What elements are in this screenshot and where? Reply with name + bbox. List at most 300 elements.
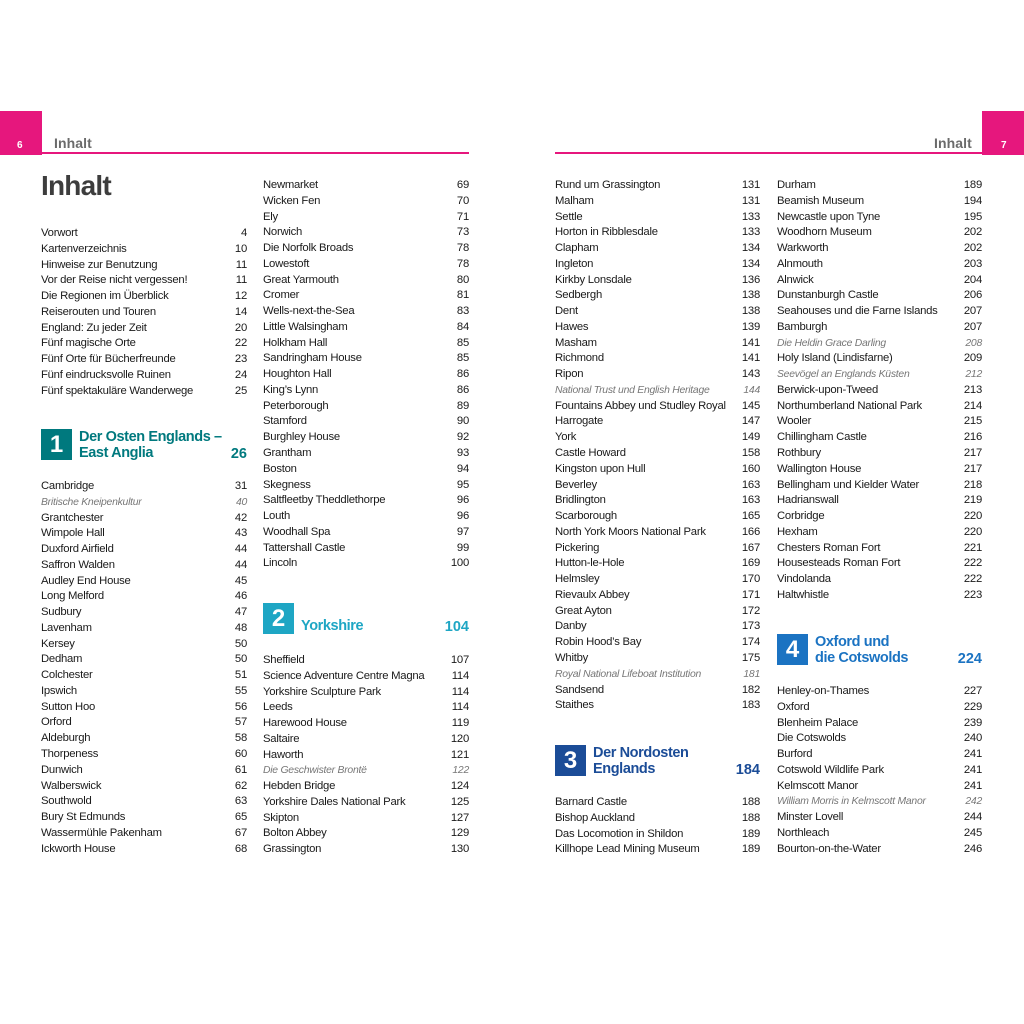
toc-entry-page: 216 xyxy=(963,431,982,444)
toc-entry[interactable] xyxy=(555,320,760,336)
toc-entry[interactable] xyxy=(555,257,760,273)
toc-entry-label: Barnard Castle xyxy=(555,796,627,808)
toc-entry-label: Fünf spektakuläre Wanderwege xyxy=(41,384,194,397)
toc-entry[interactable] xyxy=(777,716,982,732)
toc-entry-label: Fünf eindrucksvolle Ruinen xyxy=(41,368,171,381)
toc-entry-page: 78 xyxy=(456,257,469,270)
toc-entry[interactable] xyxy=(263,509,469,525)
toc-entry[interactable] xyxy=(263,541,469,557)
toc-entry[interactable] xyxy=(555,556,760,572)
toc-entry[interactable] xyxy=(555,698,760,714)
toc-entry[interactable] xyxy=(41,794,247,810)
toc-entry[interactable] xyxy=(41,321,247,337)
toc-entry[interactable] xyxy=(41,242,247,258)
toc-entry-label: Wassermühle Pakenham xyxy=(41,826,162,839)
toc-entry[interactable] xyxy=(263,446,469,462)
toc-entry-label: Newcastle upon Tyne xyxy=(777,210,881,223)
toc-entry[interactable] xyxy=(777,556,982,572)
toc-entry[interactable] xyxy=(555,241,760,257)
chapter-2-heading[interactable] xyxy=(263,603,469,634)
toc-entry[interactable] xyxy=(263,194,469,210)
toc-entry[interactable] xyxy=(263,795,469,811)
toc-entry-label: Minster Lovell xyxy=(777,811,844,824)
toc-entry-page: 96 xyxy=(456,494,469,507)
toc-entry-page: 133 xyxy=(741,210,760,223)
toc-entry-label: Wooler xyxy=(777,415,812,428)
toc-entry-label: Horton in Ribblesdale xyxy=(555,226,658,239)
toc-entry[interactable] xyxy=(263,732,469,748)
toc-entry[interactable] xyxy=(777,794,982,810)
toc-entry[interactable] xyxy=(263,367,469,383)
toc-entry[interactable] xyxy=(555,827,760,843)
chapter-2-title-line1: Yorkshire xyxy=(301,618,364,634)
toc-entry[interactable] xyxy=(555,795,760,811)
toc-entry[interactable] xyxy=(41,495,247,511)
toc-entry-page: 163 xyxy=(741,494,760,507)
toc-entry-label: Bolton Abbey xyxy=(263,827,327,840)
toc-entry[interactable] xyxy=(555,683,760,699)
toc-entry-page: 241 xyxy=(963,748,982,761)
toc-entry-label: Wicken Fen xyxy=(263,194,321,207)
toc-entry[interactable] xyxy=(263,462,469,478)
toc-entry[interactable] xyxy=(777,336,982,352)
toc-chapter-2-list-a xyxy=(263,653,469,858)
toc-entry-page: 209 xyxy=(963,352,982,365)
toc-entry-page: 47 xyxy=(234,606,247,619)
toc-entry[interactable] xyxy=(263,842,469,858)
toc-entry-label: Grassington xyxy=(263,843,322,856)
toc-entry-label: Durham xyxy=(777,179,816,191)
toc-entry-page: 56 xyxy=(234,700,247,713)
toc-entry-page: 125 xyxy=(450,795,469,808)
toc-entry-page: 78 xyxy=(456,242,469,255)
toc-entry-page: 23 xyxy=(234,353,247,366)
toc-entry[interactable] xyxy=(777,842,982,858)
page-title: Inhalt xyxy=(41,170,111,201)
toc-entry-label: Vindolanda xyxy=(777,573,831,586)
toc-entry-label: Saltaire xyxy=(263,732,300,745)
toc-entry-page: 239 xyxy=(963,716,982,729)
toc-entry-label: Bourton-on-the-Water xyxy=(777,842,881,855)
toc-entry[interactable] xyxy=(555,414,760,430)
toc-entry[interactable] xyxy=(41,574,247,590)
toc-entry-page: 93 xyxy=(456,447,469,460)
toc-entry-label: Lowestoft xyxy=(263,257,310,270)
toc-entry[interactable] xyxy=(777,288,982,304)
toc-entry[interactable] xyxy=(777,747,982,763)
chapter-3-title-line1: Der Nordosten xyxy=(593,745,689,761)
toc-entry[interactable] xyxy=(777,304,982,320)
toc-entry-label: Die Geschwister Brontë xyxy=(263,765,367,777)
chapter-1-page: 26 xyxy=(230,446,247,462)
toc-entry[interactable] xyxy=(777,241,982,257)
toc-entry-label: Helmsley xyxy=(555,573,600,586)
toc-entry-page: 171 xyxy=(741,588,760,601)
toc-entry[interactable] xyxy=(777,731,982,747)
toc-entry[interactable] xyxy=(555,178,760,194)
toc-entry[interactable] xyxy=(555,273,760,289)
chapter-4-page: 224 xyxy=(957,651,982,667)
chapter-3-page: 184 xyxy=(735,762,760,778)
toc-entry[interactable] xyxy=(777,383,982,399)
toc-entry-page: 174 xyxy=(741,636,760,649)
toc-entry-label: Das Locomotion in Shildon xyxy=(555,827,684,840)
toc-entry[interactable] xyxy=(41,273,247,289)
toc-entry-page: 48 xyxy=(234,621,247,634)
toc-entry-page: 182 xyxy=(741,683,760,696)
toc-entry[interactable] xyxy=(263,320,469,336)
toc-entry-label: Sandsend xyxy=(555,683,604,696)
toc-entry[interactable] xyxy=(777,273,982,289)
toc-entry-page: 119 xyxy=(451,717,469,730)
toc-entry[interactable] xyxy=(263,763,469,779)
toc-entry-label: Burghley House xyxy=(263,431,340,444)
toc-entry-page: 219 xyxy=(963,494,982,507)
toc-entry-page: 99 xyxy=(456,541,469,554)
toc-entry[interactable] xyxy=(777,414,982,430)
toc-entry[interactable] xyxy=(555,304,760,320)
toc-entry[interactable] xyxy=(555,509,760,525)
toc-entry-label: Orford xyxy=(41,716,72,729)
toc-entry-page: 188 xyxy=(741,811,760,824)
toc-entry-page: 241 xyxy=(963,779,982,792)
toc-entry[interactable] xyxy=(41,668,247,684)
toc-entry[interactable] xyxy=(41,763,247,779)
toc-entry-page: 86 xyxy=(456,383,469,396)
toc-entry[interactable] xyxy=(41,542,247,558)
toc-entry[interactable] xyxy=(555,210,760,226)
toc-entry[interactable] xyxy=(41,305,247,321)
toc-entry-label: Grantchester xyxy=(41,511,104,524)
toc-entry[interactable] xyxy=(555,604,760,620)
toc-entry-page: 143 xyxy=(741,368,760,381)
toc-entry[interactable] xyxy=(41,747,247,763)
toc-entry-page: 42 xyxy=(234,511,247,524)
toc-entry[interactable] xyxy=(263,493,469,509)
toc-entry[interactable] xyxy=(777,509,982,525)
toc-entry-label: Yorkshire Dales National Park xyxy=(263,795,406,808)
toc-entry[interactable] xyxy=(263,336,469,352)
toc-entry[interactable] xyxy=(777,367,982,383)
toc-entry[interactable] xyxy=(777,493,982,509)
toc-entry[interactable] xyxy=(777,320,982,336)
toc-entry[interactable] xyxy=(555,635,760,651)
toc-entry[interactable] xyxy=(263,556,469,572)
running-head-left: Inhalt xyxy=(54,135,92,151)
chapter-4-heading[interactable] xyxy=(777,634,982,666)
toc-entry[interactable] xyxy=(41,779,247,795)
toc-entry[interactable] xyxy=(555,811,760,827)
toc-entry[interactable] xyxy=(777,779,982,795)
toc-entry[interactable] xyxy=(263,178,469,194)
toc-entry-label: Audley End House xyxy=(41,574,131,587)
toc-entry[interactable] xyxy=(555,351,760,367)
page-number-tab-left xyxy=(0,111,42,155)
chapter-4-title-line2: die Cotswolds xyxy=(815,650,909,666)
toc-chapter-2-list-b xyxy=(555,178,760,714)
toc-entry-page: 144 xyxy=(743,384,760,396)
toc-entry-page: 67 xyxy=(234,826,247,839)
toc-entry[interactable] xyxy=(41,589,247,605)
toc-entry[interactable] xyxy=(263,779,469,795)
toc-entry[interactable] xyxy=(555,588,760,604)
toc-entry[interactable] xyxy=(777,399,982,415)
toc-entry[interactable] xyxy=(263,525,469,541)
toc-entry-label: King’s Lynn xyxy=(263,383,319,396)
toc-entry-page: 169 xyxy=(741,557,760,570)
toc-entry-label: Hinweise zur Benutzung xyxy=(41,258,158,271)
toc-entry[interactable] xyxy=(41,368,247,384)
toc-entry-page: 94 xyxy=(456,462,469,475)
toc-entry[interactable] xyxy=(263,399,469,415)
toc-entry[interactable] xyxy=(777,351,982,367)
toc-entry[interactable] xyxy=(41,336,247,352)
toc-entry[interactable] xyxy=(41,226,247,242)
toc-entry[interactable] xyxy=(555,383,760,399)
toc-entry-label: Housesteads Roman Fort xyxy=(777,557,901,570)
chapter-3-title-line2: Englands xyxy=(593,761,656,777)
toc-entry[interactable] xyxy=(555,525,760,541)
toc-entry[interactable] xyxy=(263,241,469,257)
toc-entry-page: 183 xyxy=(741,699,760,712)
toc-entry[interactable] xyxy=(555,493,760,509)
toc-entry-label: Chillingham Castle xyxy=(777,431,867,444)
toc-entry-page: 69 xyxy=(456,179,469,191)
toc-entry-page: 245 xyxy=(963,826,982,839)
toc-entry[interactable] xyxy=(555,336,760,352)
toc-entry[interactable] xyxy=(41,384,247,400)
toc-entry-page: 50 xyxy=(234,653,247,666)
toc-entry-label: Holy Island (Lindisfarne) xyxy=(777,352,893,365)
toc-entry-label: Malham xyxy=(555,194,594,207)
toc-chapter-1-list-a xyxy=(41,479,247,857)
toc-entry-label: Kingston upon Hull xyxy=(555,462,646,475)
toc-entry[interactable] xyxy=(777,763,982,779)
toc-entry-label: Vorwort xyxy=(41,227,78,239)
toc-entry-page: 58 xyxy=(234,732,247,745)
toc-entry-page: 71 xyxy=(456,210,469,223)
toc-entry-page: 92 xyxy=(456,431,469,444)
toc-entry[interactable] xyxy=(777,572,982,588)
toc-entry-page: 73 xyxy=(456,226,469,239)
chapter-4-title-line1: Oxford und xyxy=(815,634,890,650)
toc-entry[interactable] xyxy=(41,558,247,574)
toc-entry-page: 173 xyxy=(741,620,760,633)
toc-entry[interactable] xyxy=(263,716,469,732)
toc-entry[interactable] xyxy=(41,526,247,542)
toc-entry-label: Kelmscott Manor xyxy=(777,779,859,792)
toc-entry-page: 188 xyxy=(741,796,760,808)
toc-entry[interactable] xyxy=(555,842,760,858)
toc-entry[interactable] xyxy=(555,572,760,588)
toc-entry-label: Sutton Hoo xyxy=(41,700,96,713)
toc-entry-page: 163 xyxy=(741,478,760,491)
toc-entry-label: Chesters Roman Fort xyxy=(777,541,881,554)
toc-entry[interactable] xyxy=(41,258,247,274)
toc-entry-label: Ickworth House xyxy=(41,842,116,855)
toc-entry-label: Seevögel an Englands Küsten xyxy=(777,369,910,381)
toc-entry[interactable] xyxy=(263,257,469,273)
toc-entry-label: Rund um Grassington xyxy=(555,179,661,191)
toc-entry[interactable] xyxy=(263,430,469,446)
toc-entry[interactable] xyxy=(777,700,982,716)
toc-entry-page: 246 xyxy=(963,842,982,855)
toc-entry[interactable] xyxy=(41,605,247,621)
toc-entry[interactable] xyxy=(263,351,469,367)
toc-entry[interactable] xyxy=(777,210,982,226)
toc-entry[interactable] xyxy=(263,414,469,430)
toc-entry[interactable] xyxy=(263,273,469,289)
toc-entry[interactable] xyxy=(263,288,469,304)
toc-entry[interactable] xyxy=(777,257,982,273)
toc-entry-page: 131 xyxy=(741,194,760,207)
toc-entry-page: 134 xyxy=(741,242,760,255)
toc-entry[interactable] xyxy=(555,194,760,210)
toc-entry-page: 114 xyxy=(451,685,469,698)
toc-entry-page: 222 xyxy=(963,557,982,570)
toc-entry-page: 44 xyxy=(234,558,247,571)
toc-entry[interactable] xyxy=(777,225,982,241)
toc-entry[interactable] xyxy=(777,462,982,478)
toc-chapter-3-list-a xyxy=(555,795,760,858)
toc-entry[interactable] xyxy=(777,194,982,210)
toc-entry[interactable] xyxy=(777,178,982,194)
toc-entry[interactable] xyxy=(777,446,982,462)
toc-entry-page: 50 xyxy=(234,637,247,650)
toc-entry[interactable] xyxy=(263,669,469,685)
toc-entry[interactable] xyxy=(555,667,760,683)
toc-entry-page: 202 xyxy=(963,242,982,255)
toc-entry[interactable] xyxy=(777,525,982,541)
toc-entry-label: Hadrianswall xyxy=(777,494,839,507)
toc-entry-label: Henley-on-Thames xyxy=(777,685,870,697)
toc-entry[interactable] xyxy=(263,748,469,764)
toc-entry[interactable] xyxy=(41,715,247,731)
chapter-3-heading[interactable] xyxy=(555,745,760,777)
toc-entry[interactable] xyxy=(41,842,247,858)
toc-entry[interactable] xyxy=(41,810,247,826)
toc-entry[interactable] xyxy=(41,731,247,747)
toc-entry[interactable] xyxy=(263,811,469,827)
toc-entry-page: 51 xyxy=(234,669,247,682)
toc-entry[interactable] xyxy=(263,685,469,701)
toc-entry[interactable] xyxy=(555,367,760,383)
toc-entry-page: 165 xyxy=(741,510,760,523)
toc-entry[interactable] xyxy=(777,478,982,494)
toc-entry[interactable] xyxy=(777,430,982,446)
toc-entry[interactable] xyxy=(555,288,760,304)
toc-entry-label: Woodhorn Museum xyxy=(777,226,872,239)
toc-entry-label: Castle Howard xyxy=(555,447,626,460)
toc-entry[interactable] xyxy=(555,430,760,446)
toc-entry[interactable] xyxy=(555,619,760,635)
toc-entry-page: 129 xyxy=(450,827,469,840)
toc-entry[interactable] xyxy=(777,541,982,557)
toc-entry-page: 61 xyxy=(234,763,247,776)
toc-entry-label: Fünf magische Orte xyxy=(41,337,136,350)
chapter-1-heading[interactable] xyxy=(41,429,247,461)
toc-entry[interactable] xyxy=(41,652,247,668)
toc-entry-page: 131 xyxy=(741,179,760,191)
toc-entry[interactable] xyxy=(555,446,760,462)
toc-entry-page: 208 xyxy=(965,337,982,349)
toc-entry[interactable] xyxy=(777,826,982,842)
toc-entry[interactable] xyxy=(777,810,982,826)
header-rule-right xyxy=(555,152,1024,154)
toc-entry-page: 121 xyxy=(450,748,469,761)
toc-entry-label: Yorkshire Sculpture Park xyxy=(263,685,381,698)
toc-entry-page: 122 xyxy=(452,765,469,777)
toc-entry-label: Skipton xyxy=(263,811,299,824)
running-head-right: Inhalt xyxy=(934,135,972,151)
toc-entry-label: Bury St Edmunds xyxy=(41,811,126,824)
toc-entry[interactable] xyxy=(555,541,760,557)
toc-entry[interactable] xyxy=(41,637,247,653)
toc-entry[interactable] xyxy=(41,700,247,716)
toc-entry-label: Alnwick xyxy=(777,273,814,286)
toc-entry[interactable] xyxy=(555,462,760,478)
toc-entry-label: Duxford Airfield xyxy=(41,543,114,556)
toc-entry-page: 213 xyxy=(963,383,982,396)
toc-entry-page: 240 xyxy=(963,732,982,745)
toc-entry[interactable] xyxy=(555,399,760,415)
toc-entry[interactable] xyxy=(263,478,469,494)
toc-entry[interactable] xyxy=(555,225,760,241)
toc-entry[interactable] xyxy=(41,621,247,637)
toc-entry[interactable] xyxy=(263,304,469,320)
toc-entry-label: Scarborough xyxy=(555,510,617,523)
toc-entry[interactable] xyxy=(41,479,247,495)
toc-entry-label: Aldeburgh xyxy=(41,732,91,745)
toc-entry[interactable] xyxy=(555,651,760,667)
toc-entry-label: Long Melford xyxy=(41,590,104,603)
toc-entry[interactable] xyxy=(555,478,760,494)
toc-entry-page: 96 xyxy=(456,510,469,523)
toc-entry-page: 215 xyxy=(963,415,982,428)
toc-entry-page: 141 xyxy=(741,336,760,349)
toc-entry-page: 138 xyxy=(741,305,760,318)
toc-entry-label: Peterborough xyxy=(263,399,329,412)
toc-entry-page: 68 xyxy=(234,842,247,855)
toc-entry[interactable] xyxy=(41,684,247,700)
toc-entry[interactable] xyxy=(263,225,469,241)
toc-entry[interactable] xyxy=(41,826,247,842)
toc-entry-label: Louth xyxy=(263,510,291,523)
toc-entry[interactable] xyxy=(263,700,469,716)
toc-entry[interactable] xyxy=(41,289,247,305)
toc-entry-label: Fountains Abbey und Studley Royal xyxy=(555,399,726,412)
toc-entry-page: 217 xyxy=(963,447,982,460)
toc-entry[interactable] xyxy=(777,684,982,700)
toc-entry[interactable] xyxy=(41,511,247,527)
toc-entry-label: Wells-next-the-Sea xyxy=(263,305,355,318)
toc-entry-page: 114 xyxy=(451,701,469,714)
toc-entry[interactable] xyxy=(263,210,469,226)
toc-entry-page: 141 xyxy=(741,352,760,365)
toc-entry-page: 24 xyxy=(234,368,247,381)
toc-entry-label: Saltfleetby Theddlethorpe xyxy=(263,494,386,507)
page-number-tab-right xyxy=(982,111,1024,155)
toc-entry-page: 158 xyxy=(741,447,760,460)
toc-entry[interactable] xyxy=(41,352,247,368)
toc-entry[interactable] xyxy=(263,826,469,842)
toc-entry-page: 46 xyxy=(234,590,247,603)
toc-entry-label: North York Moors National Park xyxy=(555,525,706,538)
toc-entry-page: 130 xyxy=(450,843,469,856)
toc-entry[interactable] xyxy=(263,383,469,399)
toc-entry[interactable] xyxy=(777,588,982,604)
toc-entry[interactable] xyxy=(263,653,469,669)
